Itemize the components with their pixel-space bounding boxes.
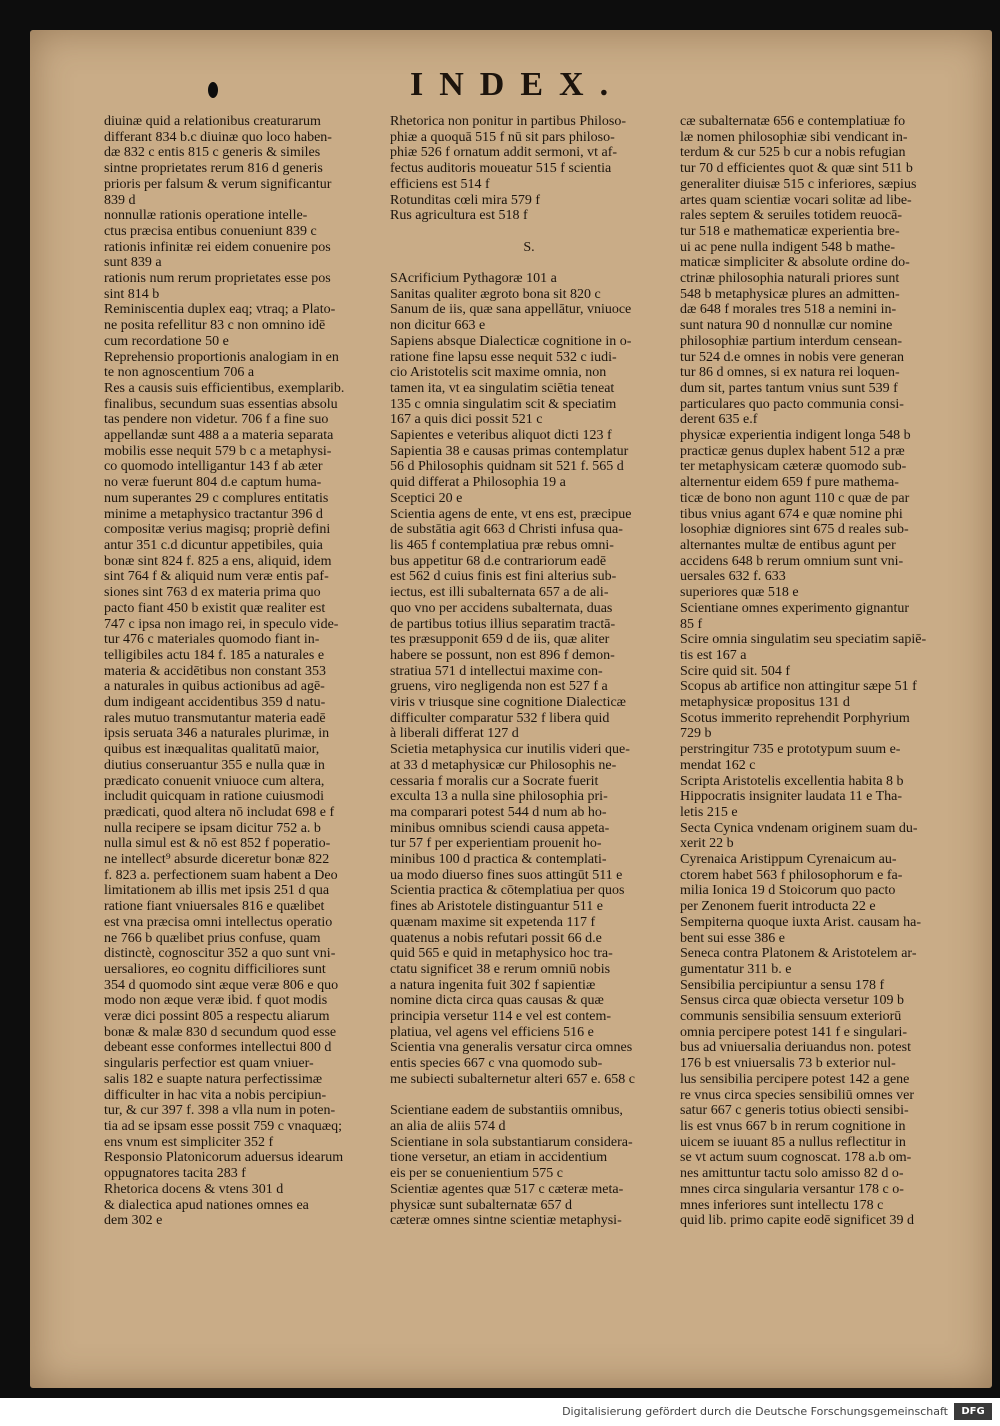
index-line: bonæ sint 824 f. 825 a ens, aliquid, idem (104, 553, 332, 569)
index-line: mnes circa singularia versantur 178 c o- (680, 1181, 904, 1197)
index-line: læ nomen philosophiæ sibi vendicant in- (680, 129, 908, 145)
index-line: veræ dici possint 805 a respectu aliarum (104, 1009, 330, 1025)
index-line: num superantes 29 c complures entitatis (104, 490, 329, 506)
index-line: ratione fine lapsu esse nequit 532 c iudi- (390, 349, 617, 365)
index-line: lis est vnus 667 b in rerum cognitione in (680, 1119, 906, 1134)
index-line: ter metaphysicam cæteræ quomodo sub- (680, 459, 907, 475)
footer (0, 1398, 1000, 1426)
index-line: Scotus immerito reprehendit Porphyrium (680, 710, 910, 726)
index-line: tas pendere non videtur. 706 f a fine suo (104, 412, 329, 428)
index-line: quo vno per accidens subalternata, duas (390, 600, 613, 616)
index-line: quid 565 e quid in metaphysico hoc tra- (390, 946, 613, 962)
index-line: à liberali differat 127 d (390, 726, 519, 742)
index-line: non dicitur 663 e (390, 318, 486, 334)
index-line: tur 70 d efficientes quot & quæ sint 511 b (680, 161, 913, 177)
index-line: letis 215 e (680, 804, 738, 820)
index-line: Responsio Platonicorum aduersus idearum (104, 1150, 344, 1166)
index-line: Scietia metaphysica cur inutilis videri que- (390, 742, 630, 758)
index-column-1 (104, 114, 386, 1229)
index-column-3 (680, 114, 952, 1229)
index-line: tione versetur, an etiam in accidentium (390, 1150, 608, 1166)
index-line: oppugnatores tacita 283 f (104, 1166, 246, 1182)
index-line: Sensibilia percipiuntur a sensu 178 f (680, 977, 885, 993)
index-line: mobilis esse nequit 579 b c a metaphysi- (104, 443, 332, 459)
index-line: alternentur eidem 659 f pure mathema- (680, 475, 899, 491)
index-line: Seneca contra Platonem & Aristotelem ar- (680, 946, 917, 962)
index-line: nonnullæ rationis operatione intelle- (104, 208, 308, 224)
index-line: antur 351 c.d dicuntur appetibiles, quia (104, 537, 323, 553)
index-line: no veræ fuerunt 804 d.e captum huma- (104, 475, 322, 491)
index-line: metaphysicæ propositus 131 d (680, 695, 850, 711)
index-line: viris v triusque sine cognitione Dialecticæ (390, 695, 627, 711)
index-line: diutius conseruantur 355 e nulla quæ in (104, 757, 325, 773)
index-line: rales septem & seruiles totidem reuocā- (680, 208, 902, 224)
index-line: debeant esse conformes intellectui 800 d (104, 1040, 332, 1056)
index-line: cæteræ omnes sintne scientiæ metaphysi- (390, 1213, 622, 1229)
index-line: compositæ verius magisq; propriè defini (104, 522, 331, 538)
index-line: Sapientia 38 e causas primas contemplatur (390, 443, 629, 459)
index-line: ctatu significet 38 e rerum omniū nobis (390, 961, 611, 977)
page-hole (208, 82, 218, 98)
index-line: dum sit, partes tantum vnius sunt 539 f (680, 380, 898, 396)
index-line: 839 d (104, 192, 136, 208)
index-line: tibus vnius agant 674 e quæ nomine phi (680, 506, 903, 522)
index-line: ctorem habet 563 f philosophorum e fa- (680, 867, 903, 883)
index-line: quibus est inæqualitas qualitatū maior, (104, 742, 320, 758)
index-line: derent 635 e.f (680, 412, 758, 428)
index-line: ens vnum est simpliciter 352 f (104, 1134, 274, 1150)
index-line: minibus 100 d practica & contemplati- (390, 852, 607, 868)
index-line: fines ab Aristotele distinguantur 511 e (390, 899, 603, 915)
index-line: gruens, viro negligenda non est 527 f a (390, 679, 608, 695)
index-line: tur 57 f per experientiam prouenit ho- (390, 836, 602, 852)
index-line: modo non æque veræ ibid. f quot modis (104, 993, 328, 1009)
index-line: ipsis seruata 346 a naturales plurimæ, in (104, 726, 330, 742)
index-line: accidens 648 b rerum omnium sunt vni- (680, 553, 904, 569)
index-line: physicæ sunt subalternatæ 657 d (390, 1197, 572, 1213)
index-line: entis species 667 c vna quomodo sub- (390, 1056, 603, 1072)
index-line: artes quam scientiæ vocari solitæ ad libe- (680, 192, 912, 208)
index-line: gumentatur 311 b. e (680, 961, 792, 977)
index-line: dæ 832 c entis 815 c generis & similes (104, 145, 321, 161)
index-line: SAcrificium Pythagoræ 101 a (390, 271, 557, 287)
index-line: dem 302 e (104, 1213, 163, 1229)
footer-credit: Digitalisierung gefördert durch die Deutsche Forschungsgemeinschaft (562, 1405, 948, 1418)
index-line: nulla recipere se ipsam dicitur 752 a. b (104, 820, 321, 836)
index-line: cæ subalternatæ 656 e contemplatiuæ fo (680, 114, 906, 129)
index-line: ticæ de bono non agunt 110 c quæ de par (680, 490, 910, 506)
index-line: sunt 839 a (104, 255, 162, 271)
index-line: a naturales in quibus actionibus ad agē- (104, 679, 325, 695)
index-line: Scopus ab artifice non attingitur sæpe 51 f (680, 679, 917, 695)
index-line: Secta Cynica vndenam originem suam du- (680, 820, 918, 836)
index-line: ne intellect⁹ absurde diceretur bonæ 822 (104, 852, 330, 868)
index-line: cum recordatione 50 e (104, 333, 229, 349)
index-line: Scientiane omnes experimento gignantur (680, 600, 909, 616)
index-line: f. 823 a. perfectionem suam habent a Deo (104, 867, 338, 883)
index-line: 747 c ipsa non imago rei, in speculo vide- (104, 616, 339, 632)
index-line: 548 b metaphysicæ plures an admitten- (680, 286, 900, 302)
index-line: Scientiæ agentes quæ 517 c cæteræ meta- (390, 1181, 624, 1197)
index-line: mnes inferiores sunt intellectu 178 c (680, 1197, 884, 1213)
index-line: stratiua 571 d intellectui maxime con- (390, 663, 603, 679)
index-line: nulla simul est & nō est 852 f poperatio- (104, 836, 331, 852)
index-line: habere se possunt, non est 896 f demon- (390, 647, 615, 663)
index-line (390, 224, 668, 240)
index-line: Scripta Aristotelis excellentia habita 8 b (680, 773, 904, 789)
index-line: Scientiane eadem de substantiis omnibus, (390, 1103, 623, 1119)
index-line: ctus præcisa entibus conueniunt 839 c (104, 223, 317, 239)
index-line: lis 465 f contemplatiua præ rebus omni- (390, 537, 614, 553)
index-line: rationis infinitæ rei eidem conuenire pos (104, 239, 331, 255)
index-line: bonæ & malæ 830 d secundum quod esse (104, 1024, 337, 1040)
index-line (390, 1088, 668, 1104)
index-line: alternantes multæ de entibus agunt per (680, 537, 896, 553)
index-line: eis per se conuenientium 575 c (390, 1166, 564, 1182)
index-line: exculta 13 a nulla sine philosophia pri- (390, 789, 608, 805)
index-line: Scire omnia singulatim seu speciatim sapiē- (680, 632, 927, 648)
index-line: generaliter diuisæ 515 c inferiores, sæpius (680, 176, 917, 192)
index-line: te non agnoscentium 706 a (104, 365, 255, 381)
index-line: Rotunditas cœli mira 579 f (390, 192, 541, 208)
index-line: an alia de aliis 574 d (390, 1119, 506, 1134)
index-line: se vt actum suum cognoscat. 178 a.b om- (680, 1150, 912, 1166)
index-line: losophiæ digniores sint 675 d reales sub- (680, 522, 909, 538)
index-line: siones sint 763 d ex materia prima quo (104, 585, 321, 601)
index-line: ratione fiant vniuersales 816 e quælibet (104, 899, 325, 915)
index-line: bent sui esse 386 e (680, 930, 785, 946)
index-line: satur 667 c generis totius obiecti sensibi- (680, 1103, 909, 1119)
index-line: quatenus a nobis refutari possit 66 d.e (390, 930, 602, 946)
index-line: Scientia practica & cōtemplatiua per quos (390, 883, 625, 899)
index-line: superiores quæ 518 e (680, 585, 799, 601)
index-line: Sempiterna quoque iuxta Arist. causam ha- (680, 914, 922, 930)
index-line: nes amittuntur tactu solo amisso 82 d o- (680, 1166, 904, 1182)
index-line: sint 764 f & aliquid num veræ entis paf- (104, 569, 329, 585)
index-line: de partibus totius illius separatim tractā- (390, 616, 616, 632)
index-line: 167 a quis dici possit 521 c (390, 412, 543, 428)
index-line: est vna præcisa omni intellectus operatio (104, 914, 333, 930)
index-line: co quomodo intelligantur 143 f ab æter (104, 459, 323, 475)
index-line: ne posita refellitur 83 c non omnino idē (104, 318, 326, 334)
index-line: milia Ionica 19 d Stoicorum quo pacto (680, 883, 896, 899)
index-line: diuinæ quid a relationibus creaturarum (104, 114, 321, 129)
index-line: a natura ingenita fuit 302 f sapientiæ (390, 977, 596, 993)
index-line: 85 f (680, 616, 703, 632)
index-line: phiæ a quoquā 515 f nū sit pars philoso- (390, 129, 615, 145)
index-line: singularis perfectior est quam vniuer- (104, 1056, 314, 1072)
index-line: Sanitas qualiter ægroto bona sit 820 c (390, 286, 601, 302)
index-line: ua modo diuerso fines suos attingūt 511 e (390, 867, 623, 883)
index-line: sint 814 b (104, 286, 160, 302)
index-line: Hippocratis insigniter laudata 11 e Tha- (680, 789, 902, 805)
index-line: particulares quo pacto communia consi- (680, 396, 904, 412)
index-line: cio Aristotelis scit maxime omnia, non (390, 365, 607, 381)
index-line: tia ad se ipsam esse possit 759 c vnaquæq; (104, 1119, 342, 1134)
index-line: telligibiles actu 184 f. 185 a naturales e (104, 647, 325, 663)
index-line: Cyrenaica Aristippum Cyrenaicum au- (680, 852, 897, 868)
index-line: tur, & cur 397 f. 398 a vlla num in poten- (104, 1103, 336, 1119)
index-line: limitationem ab illis met ipsis 251 d qua (104, 883, 330, 899)
index-line: Reminiscentia duplex eaq; vtraq; a Plato- (104, 302, 336, 318)
index-line: ma comparari potest 544 d num ab ho- (390, 804, 607, 820)
index-line: differant 834 b.c diuinæ quo loco haben- (104, 129, 332, 145)
index-line: finalibus, secundum suas essentias absolu (104, 396, 338, 412)
index-line: difficulter comparatur 532 f libera quid (390, 710, 610, 726)
index-line: prioris per falsum & verum significantur (104, 176, 332, 192)
index-line: est 562 d cuius finis est fini alterius sub- (390, 569, 617, 585)
index-line: ui ac pene nulla indigent 548 b mathe- (680, 239, 895, 255)
index-line: quænam maxime sit expetenda 117 f (390, 914, 596, 930)
index-line: philosophiæ partium interdum censean- (680, 333, 903, 349)
index-line: omnia percipere potest 141 f e singulari- (680, 1024, 908, 1040)
index-line: maticæ simpliciter & absolute ordine do- (680, 255, 910, 271)
index-line: practicæ genus duplex habent 512 a præ (680, 443, 905, 459)
index-line: tes præsupponit 659 d de iis, quæ aliter (390, 632, 610, 648)
index-line: Scire quid sit. 504 f (680, 663, 791, 679)
index-line: me subiecti subalternetur alteri 657 e. 658 c (390, 1071, 635, 1087)
index-line: lus sensibilia percipere potest 142 a gene (680, 1071, 910, 1087)
index-line: 354 d quomodo sint æque veræ 806 e quo (104, 977, 339, 993)
index-line: iectus, est illi subalternata 657 a de ali- (390, 585, 609, 601)
index-line: prædicati, quod altera nō includat 698 e f (104, 804, 335, 820)
index-line: bus ad vniuersalia deriuandus non. potest (680, 1040, 911, 1056)
index-line: cessaria f moralis cur a Socrate fuerit (390, 773, 599, 789)
index-line: xerit 22 b (680, 836, 734, 852)
index-line (390, 255, 668, 271)
index-line: bus appetitur 68 d.e contrariorum eadē (390, 553, 607, 569)
index-line: Res a causis suis efficientibus, exemplarib. (104, 380, 345, 396)
index-line: at 33 d metaphysicæ cur Philosophis ne- (390, 757, 617, 773)
index-line: Sensus circa quæ obiecta versetur 109 b (680, 993, 904, 1009)
index-line: uersales 632 f. 633 (680, 569, 786, 585)
index-line: mendat 162 c (680, 757, 756, 773)
index-line: S. (523, 239, 535, 255)
index-line: Sanum de iis, quæ sana appellātur, vniuoce (390, 302, 632, 318)
index-line: uersaliores, eo cognitu difficiliores sunt (104, 961, 326, 977)
index-line: terdum & cur 525 b cur a nobis refugian (680, 145, 906, 161)
index-line: includit quicquam in ratione cuiusmodi (104, 789, 325, 805)
index-line: de substātia agit 663 d Christi infusa qua- (390, 522, 623, 538)
index-line: communis sensibilia sensuum exteriorū (680, 1009, 902, 1025)
index-line: rationis num rerum proprietates esse pos (104, 271, 331, 287)
index-line: ctrinæ philosophia naturali priores sunt (680, 271, 900, 287)
index-line: Scientia vna generalis versatur circa omnes (390, 1040, 633, 1056)
index-line: tur 476 c materiales quomodo fiant in- (104, 632, 320, 648)
index-line: Rus agricultura est 518 f (390, 208, 528, 224)
index-line: difficulter in hac vita a nobis percipiun- (104, 1087, 327, 1103)
index-line: Scientia agens de ente, vt ens est, præcipue (390, 506, 632, 522)
index-line: Sapientes e veteribus aliquot dicti 123 f (390, 428, 612, 444)
index-line: platiua, vel agens vel efficiens 516 e (390, 1024, 594, 1040)
index-line: Sapiens absque Dialecticæ cognitione in o- (390, 333, 632, 349)
index-line: salis 182 e suapte natura perfectissimæ (104, 1071, 323, 1087)
index-line: uicem se iuuant 85 a nullus reflectitur in (680, 1134, 906, 1150)
index-line: fectus auditoris moueatur 515 f scientia (390, 161, 612, 177)
index-line: tur 86 d omnes, si ex natura rei loquen- (680, 365, 900, 381)
index-line: dum indigeant accidentibus 359 d natu- (104, 695, 326, 711)
index-line: per Zenonem fuerit introducta 22 e (680, 899, 876, 915)
index-line: dæ 648 f morales tres 518 a nemini in- (680, 302, 897, 318)
index-line: ne 766 b quælibet prius confuse, quam (104, 930, 321, 946)
page-title: INDEX. (410, 66, 625, 103)
index-line: distinctè, cognoscitur 352 a quo sunt vni- (104, 946, 336, 962)
index-line: physicæ experientia indigent longa 548 b (680, 428, 911, 444)
index-line: quid lib. primo capite eodē significet 39 d (680, 1213, 915, 1229)
index-line: Rhetorica non ponitur in partibus Philoso- (390, 114, 627, 129)
index-line: 56 d Philosophis quidnam sit 521 f. 565 d (390, 459, 624, 475)
index-line: Scientiane in sola substantiarum considera- (390, 1134, 633, 1150)
index-column-2 (390, 114, 668, 1229)
index-line: tamen ita, vt ea singulatim sciētia teneat (390, 380, 615, 396)
index-line: tis est 167 a (680, 647, 747, 663)
index-line: sintne proprietates rerum 816 d generis (104, 161, 323, 177)
index-line: appellandæ sunt 488 a a materia separata (104, 428, 334, 444)
index-line: 135 c omnia singulatim scit & speciatim (390, 396, 617, 412)
index-line: prædicato conuenit vniuoce cum altera, (104, 773, 325, 789)
index-line: materia & accidētibus non constant 353 (104, 663, 326, 679)
index-line: minime a metaphysico tractantur 396 d (104, 506, 323, 522)
index-line: tur 524 d.e omnes in nobis vere generan (680, 349, 904, 365)
index-line: pacto fiant 450 b existit quæ realiter est (104, 600, 326, 616)
index-line: Rhetorica docens & vtens 301 d (104, 1181, 284, 1197)
index-line: sunt natura 90 d nonnullæ cur nomine (680, 318, 893, 334)
dfg-logo: DFG (954, 1403, 992, 1420)
index-line: Sceptici 20 e (390, 490, 463, 506)
index-line: minibus omnibus sciendi causa appeta- (390, 820, 610, 836)
index-line: 176 b est vniuersalis 73 b exterior nul- (680, 1056, 896, 1072)
index-line: efficiens est 514 f (390, 176, 490, 192)
index-line: quid differat a Philosophia 19 a (390, 475, 566, 491)
index-line: & dialectica apud nationes omnes ea (104, 1197, 309, 1213)
index-line: rales mutuo transmutantur materia eadē (104, 710, 326, 726)
index-line: perstringitur 735 e prototypum suum e- (680, 742, 901, 758)
index-line: Reprehensio proportionis analogiam in en (104, 349, 339, 365)
index-line: phiæ 526 f ornatum addit sermoni, vt af- (390, 145, 618, 161)
index-line: nomine dicta circa quas causas & quæ (390, 993, 604, 1009)
index-line: re vnus circa species sensibiliū omnes ver (680, 1087, 915, 1103)
index-line: 729 b (680, 726, 712, 742)
index-line: tur 518 e mathematicæ experientia bre- (680, 223, 900, 239)
index-line: principia versetur 114 e vel est contem- (390, 1009, 612, 1025)
